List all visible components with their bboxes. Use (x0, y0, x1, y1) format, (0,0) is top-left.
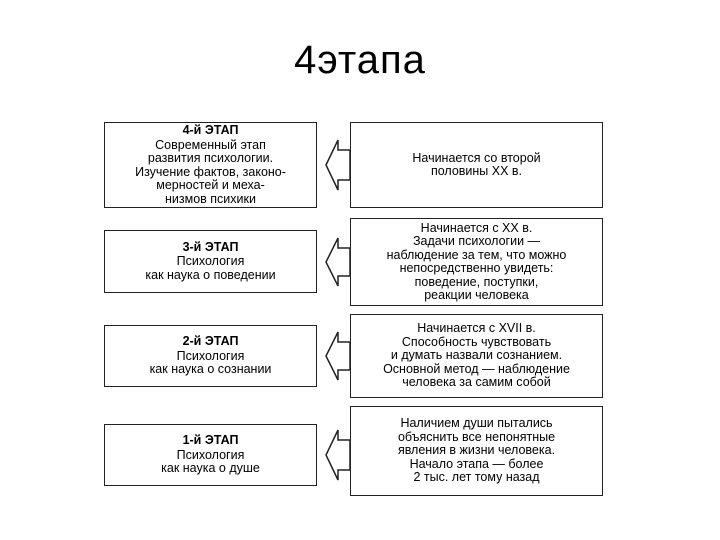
slide-title: 4этапа (294, 38, 426, 82)
stage-line: развития психологии. (147, 151, 274, 165)
description-line: человека за самим собой (402, 375, 551, 390)
arrow-left-icon (326, 430, 350, 480)
description-line: Наличием души пытались (400, 416, 553, 431)
description-line: Начинается с XVII в. (417, 321, 536, 336)
description-line: половины XX в. (430, 164, 523, 178)
description-line: и думать назвали сознанием. (390, 348, 563, 363)
description-line: Задачи психологии — (412, 234, 541, 248)
description-line: Начинается с XX в. (420, 220, 533, 235)
stage-title: 1-й ЭТАП (182, 433, 239, 448)
stage-title: 2-й ЭТАП (182, 334, 239, 349)
description-line: непосредственно увидеть: (399, 261, 554, 275)
stage-line: Психология (176, 348, 245, 363)
arrow-left-icon (326, 140, 350, 190)
stage-line: как наука о душе (161, 461, 260, 476)
description-line: Начинается со второй (412, 150, 541, 165)
description-line: поведение, поступки, (414, 274, 539, 289)
stage-line: Психология (176, 447, 245, 462)
stage-line: Изучение фактов, законо- (135, 164, 286, 179)
stage-line: мерностей и меха- (156, 178, 265, 192)
stage-title: 3-й ЭТАП (182, 239, 239, 254)
description-line: объяснить все непонятные (397, 429, 556, 444)
stage-line: низмов психики (165, 191, 256, 206)
arrow-left-icon (326, 238, 350, 286)
stage-title: 4-й ЭТАП (182, 123, 239, 137)
description-line: 2 тыс. лет тому назад (413, 470, 540, 485)
stage-line: Современный этап (155, 137, 266, 152)
stage-line: Психология (176, 254, 245, 269)
arrow-left-icon (326, 332, 350, 380)
description-line: явления в жизни человека. (397, 443, 556, 458)
description-line: реакции человека (424, 288, 529, 302)
description-line: Начало этапа — более (409, 456, 544, 471)
description-line: Способность чувствовать (401, 334, 552, 349)
stage-line: как наука о сознании (149, 362, 272, 377)
description-line: Основной метод — наблюдение (383, 361, 570, 376)
stage-line: как наука о поведении (145, 267, 276, 282)
description-line: наблюдение за тем, что можно (386, 247, 567, 262)
